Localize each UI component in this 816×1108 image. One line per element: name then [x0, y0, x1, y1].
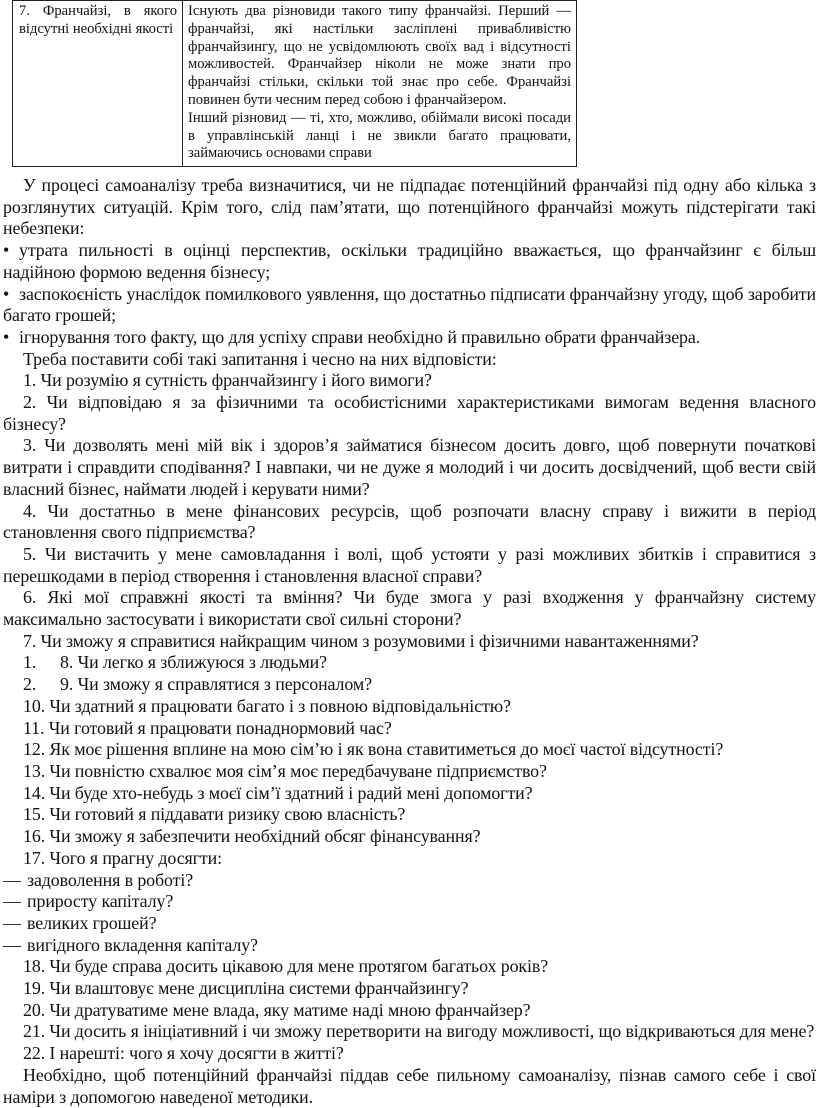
franchisee-type-table [12, 0, 577, 167]
list-item-text: ігнорування того факту, що для успіху справи необхідно й правильно обрати франчайзера. [19, 326, 701, 347]
list-item [3, 284, 816, 327]
dash-icon: — [3, 934, 21, 955]
goal-item-text: великих грошей? [27, 912, 157, 933]
question: 12. Як моє рішення вплине на мою сім’ю і як вона ставитиметься до моєї частої відсутності? [23, 739, 724, 760]
numbered-question [3, 674, 816, 696]
numbered-question [3, 652, 816, 674]
question: 10. Чи здатний я працювати багато і з повною відповідальністю? [23, 695, 511, 716]
question: 6. Які мої справжні якості та вміння? Чи буде змога у разі входження у франчайзну систему максимально застосувати і використати свої сильні сторони? [3, 587, 816, 630]
question: 16. Чи зможу я забезпечити необхідний обсяг фінансування? [23, 826, 481, 847]
conclusion-paragraph: Необхідно, щоб потенційний франчайзі піддав себе пильному самоаналізу, пізнав самого себе і свої наміри з допомогою наведеної методики. [3, 1064, 816, 1107]
question: 22. І нарешті: чого я хочу досягти в житті? [23, 1043, 344, 1064]
questions-intro: Треба поставити собі такі запитання і чесно на них відповісти: [23, 348, 497, 369]
list-item [3, 327, 816, 349]
dash-icon: — [3, 869, 21, 890]
list-item [3, 240, 816, 283]
goal-item-text: вигідного вкладення капіталу? [27, 934, 258, 955]
table-row-label: 7. Франчайзі, в якого відсутні необхідні якості [13, 1, 183, 167]
goal-item [3, 935, 816, 957]
dash-icon: — [3, 891, 21, 912]
question: 3. Чи дозволять мені мій вік і здоров’я займатися бізнесом досить довго, щоб повернути початкові витрати і справдити сподівання? І навпаки, чи не дуже я молодий і чи досить досвідчений, щоб вести свій власний бізнес, наймати людей і керувати ними? [3, 435, 816, 499]
question: 5. Чи вистачить у мене самовладання і волі, щоб устояти у разі можливих збитків і справитися з перешкодами в період створення і становлення власної справи? [3, 543, 816, 586]
question: 7. Чи зможу я справитися найкращим чином з розумовими і фізичними навантаженнями? [23, 630, 699, 651]
question: 1. Чи розумію я сутність франчайзингу і його вимоги? [23, 370, 432, 391]
question: 11. Чи готовий я працювати понаднормовий час? [23, 717, 392, 738]
question: 4. Чи достатньо в мене фінансових ресурсів, щоб розпочати власну справу і вижити в період становлення свого підприємства? [3, 500, 816, 543]
question: 17. Чого я прагну досягти: [23, 847, 222, 868]
question: 18. Чи буде справа досить цікавою для мене протягом багатьох років? [23, 956, 549, 977]
auto-number: 2. [23, 674, 37, 695]
description-paragraph-1: Існують два різновиди такого типу франчайзі. Перший — франчайзі, які настільки засліплені привабливістю франчайзингу, що не усвідомлюють своїх вад і відсутності можливостей. Франчайзер ніколи не може знати про франчайзі стільки, скільки той знає про себе. Франчайзі повинен бути чесним перед собою і франчайзером. [188, 3, 571, 108]
question: 13. Чи повністю схвалює моя сім’я моє передбачуване підприємство? [23, 760, 547, 781]
table-row-description [183, 1, 577, 167]
auto-number: 1. [23, 652, 37, 673]
goal-item-text: задоволення в роботі? [27, 869, 194, 890]
description-paragraph-2: Інший різновид — ті, хто, можливо, обіймали високі посади в управлінській ланці і не звикли багато працювати, займаючись основами справи [188, 109, 571, 162]
bullet-icon: • [3, 283, 10, 304]
question-text: 8. Чи легко я зближуюся з людьми? [60, 652, 327, 673]
question-text: 9. Чи зможу я справлятися з персоналом? [60, 674, 372, 695]
question: 2. Чи відповідаю я за фізичними та особистісними характеристиками вимогам ведення власного бізнесу? [3, 392, 816, 434]
document-body [3, 175, 816, 1108]
bullet-icon: • [3, 326, 10, 347]
intro-paragraph: У процесі самоаналізу треба визначитися, чи не підпадає потенційний франчайзі під одну або кілька з розглянутих ситуацій. Крім того, слід пам’ятати, що потенційного франчайзі можуть підстерігати такі небезпеки: [3, 175, 816, 239]
question: 21. Чи досить я ініціативний і чи зможу перетворити на вигоду можливості, що відкриваються для мене? [23, 1021, 815, 1042]
goal-item [3, 891, 816, 913]
table-row [13, 1, 577, 167]
list-item-text: утрата пильності в оцінці перспектив, оскільки традиційно вважається, що франчайзинг є більш надійною формою ведення бізнесу; [3, 240, 816, 282]
goal-item-text: приросту капіталу? [27, 891, 174, 912]
question: 20. Чи дратуватиме мене влада, яку матиме наді мною франчайзер? [23, 999, 531, 1020]
question: 15. Чи готовий я піддавати ризику свою власність? [23, 804, 406, 825]
question: 14. Чи буде хто-небудь з моєї сім’ї здатний і радий мені допомогти? [23, 782, 533, 803]
goal-item [3, 870, 816, 892]
goal-item [3, 913, 816, 935]
dash-icon: — [3, 912, 21, 933]
question: 19. Чи влаштовує мене дисципліна системи франчайзингу? [23, 978, 469, 999]
bullet-icon: • [3, 240, 10, 261]
list-item-text: заспокоєність унаслідок помилкового уявлення, що достатньо підписати франчайзну угоду, щоб заробити багато грошей; [3, 283, 816, 326]
